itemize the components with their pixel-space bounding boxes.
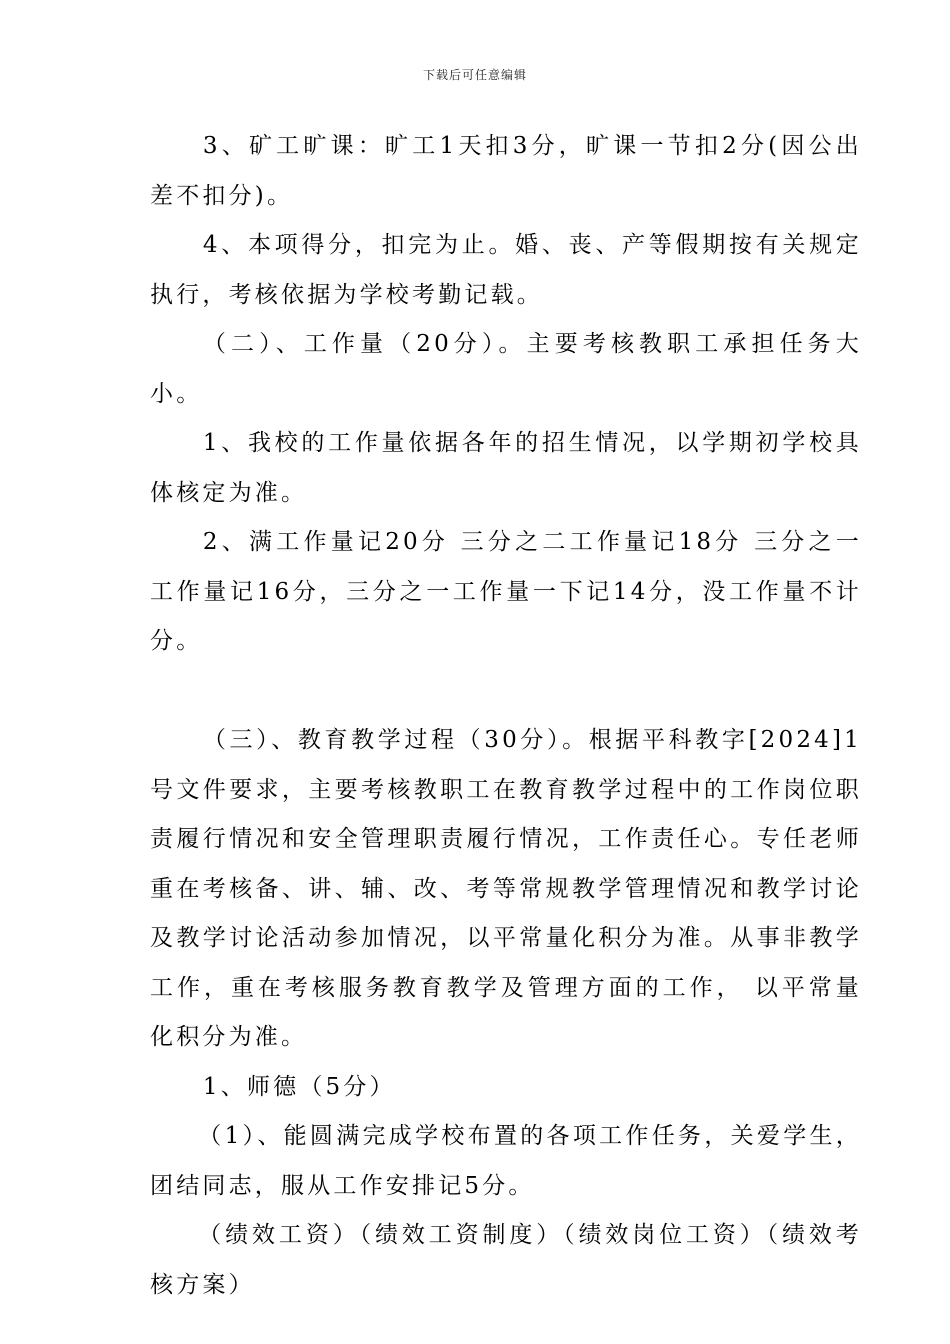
blank-line (150, 667, 862, 717)
paragraph-absence: 3、矿工旷课：旷工1天扣3分，旷课一节扣2分(因公出差不扣分)。 (150, 133, 862, 209)
paragraph-ethics-heading: 1、师德（5分） (202, 1073, 396, 1100)
section-heading-teaching-process: （三）、教育教学过程（30分）。根据平科教字[2024]1号文件要求，主要考核教职工在教育教学过程中的工作岗位职责履行情况和安全管理职责履行情况，工作责任心。专任老师重在考核备、讲、辅、改、考等常规教学管理情况和教学讨论及教学讨论活动参加情况，以平常量化积分为准。从事非教学工作，重在考核服务教育教学及管理方面的工作， 以平常量化积分为准。 (150, 727, 862, 1050)
section-heading-workload: （二）、工作量（20分）。主要考核教职工承担任务大小。 (150, 331, 862, 407)
paragraph-score-rule: 4、本项得分，扣完为止。婚、丧、产等假期按有关规定执行，考核依据为学校考勤记载。 (150, 232, 862, 308)
paragraph-ethics-item-1: （1）、能圆满完成学校布置的各项工作任务，关爱学生，团结同志，服从工作安排记5分。 (150, 1123, 862, 1199)
paragraph-workload-scores: 2、满工作量记20分 三分之二工作量记18分 三分之一工作量记16分，三分之一工作量一下记14分，没工作量不计分。 (150, 529, 862, 654)
paragraph-keywords: （绩效工资）（绩效工资制度）（绩效岗位工资）（绩效考核方案） (150, 1222, 862, 1298)
paragraph-workload-basis: 1、我校的工作量依据各年的招生情况，以学期初学校具体核定为准。 (150, 430, 862, 506)
page-header: 下载后可任意编辑 (422, 68, 527, 82)
document-body (150, 122, 862, 1310)
